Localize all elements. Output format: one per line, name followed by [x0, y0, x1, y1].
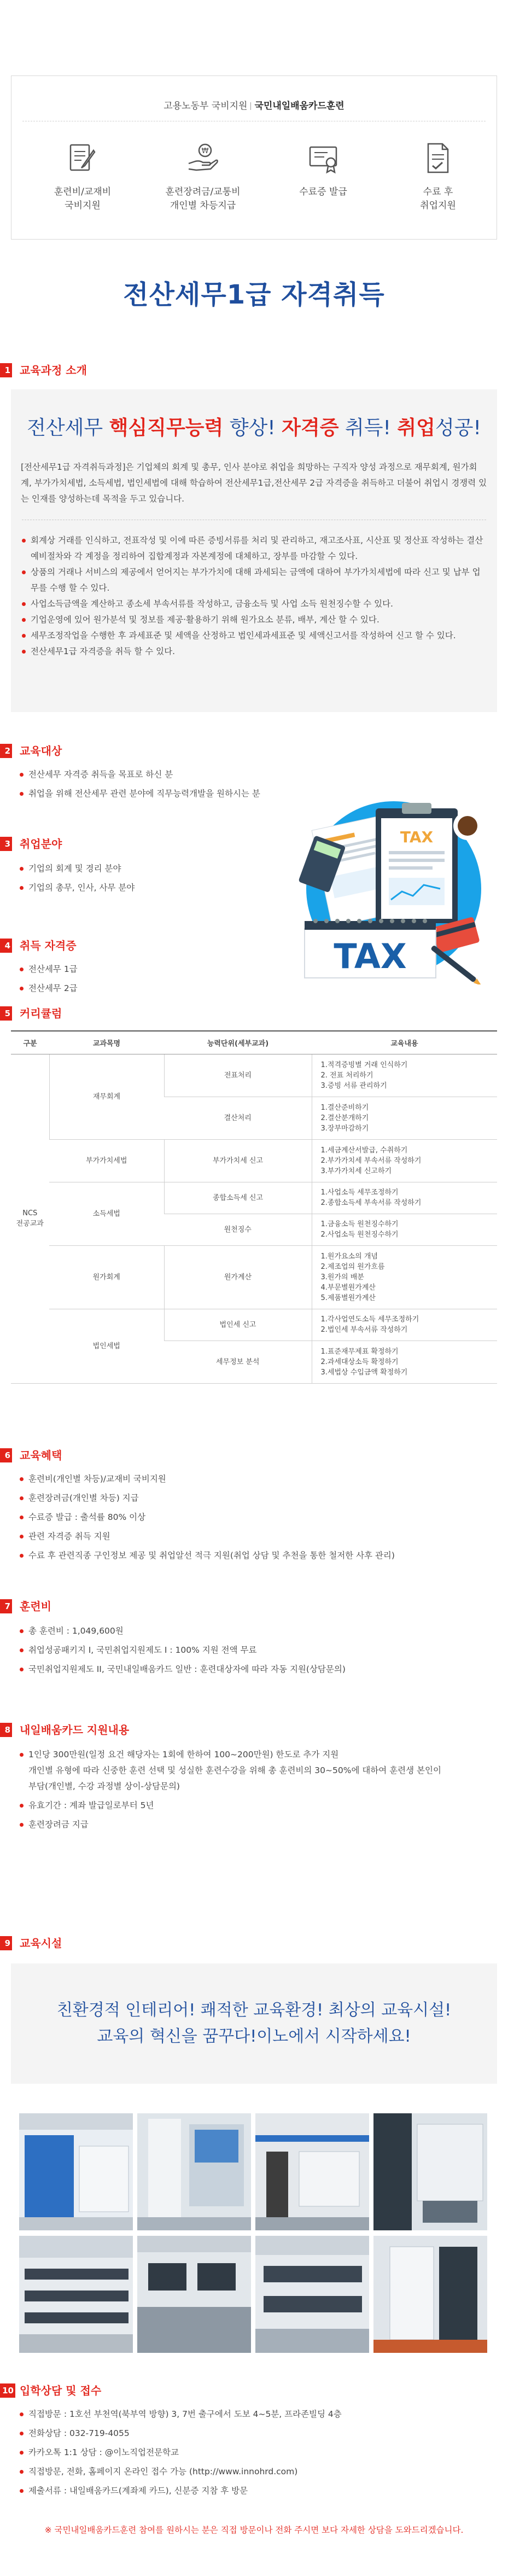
program-header: [11, 98, 497, 112]
table-cell: 세무정보 분석: [164, 1341, 312, 1383]
list-item: 전산세무 2급: [19, 981, 183, 996]
list-item: 총 훈련비 : 1,049,600원: [19, 1623, 489, 1639]
list-item: 전산세무 1급: [19, 961, 183, 977]
list-item: 세무조정작업을 수행한 후 과세표준 및 세액을 산정하고 법인세과세표준 및 세액신고서를 작성하여 신고 할 수 있다.: [21, 628, 487, 644]
list-item: 훈련비(개인별 차등)/교재비 국비지원: [19, 1471, 489, 1487]
list-item: 사업소득금액을 계산하고 종소세 부속서류를 작성하고, 금융소득 및 사업 소득 원천징수할 수 있다.: [21, 596, 487, 612]
table-cell: 전표처리: [164, 1054, 312, 1097]
intro-box: [11, 389, 497, 712]
feature-label-2a: 훈련장려금/교통비: [165, 187, 241, 197]
list-item: 제출서류 : 내일배움카드(계좌제 카드), 신분증 지참 후 방문: [19, 2483, 489, 2499]
feature-tuition: [33, 141, 132, 213]
table-header: 교육내용: [312, 1031, 497, 1054]
card-line: 1인당 300만원(일정 요건 해당자는 1회에 한하여 100~200만원) 한도로 추가 지원: [28, 1750, 339, 1759]
tax-illustration: [282, 788, 497, 984]
program-feature-box: [11, 75, 497, 240]
list-item: 상품의 거래나 서비스의 제공에서 얻어지는 부가가치에 대해 과세되는 금액에 대하여 부가가치세법에 따라 신고 및 납부 업무를 수행 할 수 있다.: [21, 564, 487, 596]
section-number: 2: [0, 744, 12, 758]
list-item: 기업의 회계 및 경리 분야: [19, 861, 248, 877]
section-number: 8: [0, 1723, 12, 1737]
tax-label: TAX: [334, 936, 407, 976]
table-header-row: [11, 1031, 497, 1054]
list-item: 수료증 발급 : 출석률 80% 이상: [19, 1510, 489, 1525]
svg-text:₩: ₩: [201, 147, 209, 155]
headline-part: 취업: [397, 417, 435, 439]
list-item: 회계상 거래를 인식하고, 전표작성 및 이에 따른 증빙서류를 처리 및 관리하고, 재고조사표, 시산표 및 정산표 작성하는 결산예비절차와 각 계정을 정리하여 집합계정과 자본계정에 대체하고, 장부를 마감할 수 있다.: [21, 533, 487, 564]
table-cell: 법인세 신고: [164, 1309, 312, 1341]
feature-label-4a: 수료 후: [423, 187, 453, 197]
section-number: 7: [0, 1599, 12, 1613]
list-item[interactable]: 전화상담 : 032-719-4055: [19, 2426, 489, 2441]
table-row: [11, 1245, 497, 1309]
facility-photo: [373, 2113, 487, 2230]
headline-part: 전산세무: [27, 417, 103, 439]
headline-part: 핵심직무능력: [109, 417, 224, 439]
feature-job-support: [389, 141, 487, 213]
facility-photo: [137, 2113, 251, 2230]
section-number: 1: [0, 363, 12, 377]
list-item: 훈련장려금(개인별 차등) 지급: [19, 1490, 489, 1506]
table-header: 교과목명: [49, 1031, 164, 1054]
fees-list: [19, 1623, 489, 1681]
list-item: 국민취업지원제도 II, 국민내일배움카드 일반 : 훈련대상자에 따라 자동 지원(상담문의): [19, 1662, 489, 1677]
feature-label-1a: 훈련비/교재비: [54, 187, 112, 197]
facility-photo: [255, 2236, 369, 2353]
section-title: 교육혜택: [20, 1449, 62, 1462]
list-item: 기업운영에 있어 원가분석 및 정보를 제공·활용하기 위해 원가요소 분류, 배부, 계산 할 수 있다.: [21, 612, 487, 628]
section-number: 5: [0, 1006, 12, 1021]
table-row: [11, 1182, 497, 1214]
table-cell: 원가회계: [49, 1245, 164, 1309]
sponsor-label: 고용노동부 국비지원: [164, 101, 248, 112]
list-item: 전산세무1급 자격증을 취득 할 수 있다.: [21, 644, 487, 660]
table-cell: 부가가치세 신고: [164, 1139, 312, 1182]
headline-part: 향상!: [229, 417, 276, 439]
list-item: 취업을 위해 전산세무 관련 분야에 직무능력개발을 원하시는 분: [19, 786, 303, 802]
table-cell: 부가가치세법: [49, 1139, 164, 1182]
feature-allowance: [154, 141, 252, 213]
list-item: 관련 자격증 취득 지원: [19, 1529, 489, 1545]
section-number: 4: [0, 939, 12, 953]
section-number: 10: [0, 2383, 15, 2398]
table-cell-category: NCS 전공교과: [11, 1054, 49, 1383]
benefits-list: [19, 1471, 489, 1567]
facility-photo: [19, 2236, 133, 2353]
intro-headline: [11, 412, 497, 440]
table-cell: 소득세법: [49, 1182, 164, 1245]
section-number: 6: [0, 1448, 12, 1462]
headline-part: 자격증: [282, 417, 339, 439]
curriculum-table: [11, 1030, 497, 1384]
list-item: 훈련장려금 지급: [19, 1817, 494, 1833]
list-item[interactable]: 직접방문, 전화, 홈페이지 온라인 접수 가능 (http://www.innohrd.com): [19, 2464, 489, 2480]
footnote: ※ 국민내일배움카드훈련 참여를 원하시는 분은 직접 방문이나 전화 주시면 보다 자세한 상담을 도와드리겠습니다.: [44, 2525, 464, 2535]
section-title: 입학상담 및 접수: [20, 2384, 102, 2397]
table-cell: 재무회계: [49, 1054, 164, 1139]
card-line: 개인별 유형에 따라 신중한 훈련 선택 및 성실한 훈련수강을 위해 총 훈련비의 30~50%에 대하여 훈련생 본인이: [28, 1765, 441, 1775]
table-cell: 1.결산준비하기 2.결산분개하기 3.장부마감하기: [312, 1097, 497, 1139]
table-cell: 1.각사업연도소득 세무조정하기 2.법인세 부속서류 작성하기: [312, 1309, 497, 1341]
facility-banner: [11, 1963, 497, 2084]
svg-text:TAX: TAX: [400, 828, 434, 846]
list-item: 유효기간 : 계좌 발급일로부터 5년: [19, 1798, 494, 1814]
intro-bullets: [21, 533, 487, 660]
section-title: 내일배움카드 지원내용: [20, 1723, 130, 1736]
jobs-list: [19, 861, 248, 899]
headline-part: 취득!: [344, 417, 391, 439]
list-item: 취업성공패키지 I, 국민취업지원제도 I : 100% 지원 전액 무료: [19, 1642, 489, 1658]
document-pen-icon: [65, 141, 100, 176]
table-row: [11, 1054, 497, 1097]
headline-part: 성공!: [435, 417, 481, 439]
list-item: [19, 1747, 494, 1794]
table-cell: 1.적격증빙별 거래 인식하기 2. 전표 처리하기 3.증빙 서류 관리하기: [312, 1054, 497, 1097]
table-cell: 원가계산: [164, 1245, 312, 1309]
facility-line: 교육의 혁신을 꿈꾸다!이노에서 시작하세요!: [97, 2027, 411, 2046]
section-number: 3: [0, 837, 12, 851]
feature-label-3a: 수료증 발급: [299, 187, 347, 197]
card-list: [19, 1747, 494, 1836]
section-title: 교육대상: [20, 744, 62, 757]
section-title: 커리큘럼: [20, 1007, 62, 1020]
section-title: 교육과정 소개: [20, 364, 87, 377]
hand-money-icon: [185, 141, 220, 176]
table-cell: 법인세법: [49, 1309, 164, 1383]
card-line: 부담(개인별, 수강 과정별 상이-상담문의): [28, 1781, 180, 1791]
table-cell: 1.원가요소의 개념 2.제조업의 원가흐름 3.원가의 배분 4.부문별원가계산 5.제품별원가계산: [312, 1245, 497, 1309]
table-cell: 1.표준재무제표 확정하기 2.과세대상소득 확정하기 3.세법상 수입금액 확정하기: [312, 1341, 497, 1383]
table-cell: 종합소득세 신고: [164, 1182, 312, 1214]
table-row: [11, 1309, 497, 1341]
table-header: 능력단위(세부교과): [164, 1031, 312, 1054]
section-title: 취업분야: [20, 837, 62, 850]
document-check-icon: [421, 141, 456, 176]
list-item: 기업의 총무, 인사, 사무 분야: [19, 880, 248, 896]
page-title: 전산세무1급 자격취득: [123, 279, 385, 310]
list-item: 전산세무 자격증 취득을 목표로 하신 분: [19, 767, 303, 783]
table-cell: 원천징수: [164, 1214, 312, 1245]
section-number: 9: [0, 1936, 12, 1950]
facility-line: 친환경적 인테리어! 쾌적한 교육환경! 최상의 교육시설!: [56, 2001, 452, 2020]
section-title: 취득 자격증: [20, 939, 77, 952]
section-title: 훈련비: [20, 1600, 51, 1613]
list-item: 수료 후 관련직종 구인정보 제공 및 취업알선 적극 지원(취업 상담 및 추천을 통한 철저한 사후 관리): [19, 1548, 489, 1564]
intro-paragraph: [전산세무1급 자격취득과정]은 기업체의 회계 및 총무, 인사 분야로 취업을 희망하는 구직자 양성 과정으로 재무회계, 원가회계, 부가가치세법, 소득세법, 법인세법에 대해 학습하여 전산세무1급,전산세무 2급 자격증을 취득하고 더불어 취업시 경쟁력 있는 인재를 양성하는데 목적을 두고 있습니다.: [21, 462, 487, 504]
table-cell: 결산처리: [164, 1097, 312, 1139]
feature-label-2b: 개인별 차등지급: [170, 200, 236, 211]
feature-label-1b: 국비지원: [65, 200, 101, 211]
program-label: 국민내일배움카드훈련: [254, 101, 344, 112]
section-title: 교육시설: [20, 1937, 62, 1950]
certificate-icon: [306, 141, 341, 176]
feature-certificate: [274, 141, 372, 199]
facility-photo: [137, 2236, 251, 2353]
table-cell: 1.세금계산서발급, 수취하기 2.부가가치세 부속서류 작성하기 3.부가가치세 신고하기: [312, 1139, 497, 1182]
target-list: [19, 767, 303, 805]
table-row: [11, 1139, 497, 1182]
table-header: 구분: [11, 1031, 49, 1054]
list-item[interactable]: 카카오톡 1:1 상담 : @이노직업전문학교: [19, 2445, 489, 2461]
table-cell: 1.사업소득 세무조정하기 2.종합소득세 부속서류 작성하기: [312, 1182, 497, 1214]
facility-photo: [373, 2236, 487, 2353]
list-item: 직접방문 : 1호선 부천역(북부역 방향) 3, 7번 출구에서 도보 4~5분, 프라존빌딩 4층: [19, 2406, 489, 2422]
facility-photo: [19, 2113, 133, 2230]
facility-photo: [255, 2113, 369, 2230]
admission-list: [19, 2406, 489, 2502]
certs-list: [19, 961, 183, 1000]
table-cell: 1.금융소득 원천징수하기 2.사업소득 원천징수하기: [312, 1214, 497, 1245]
feature-label-4b: 취업지원: [420, 200, 456, 211]
